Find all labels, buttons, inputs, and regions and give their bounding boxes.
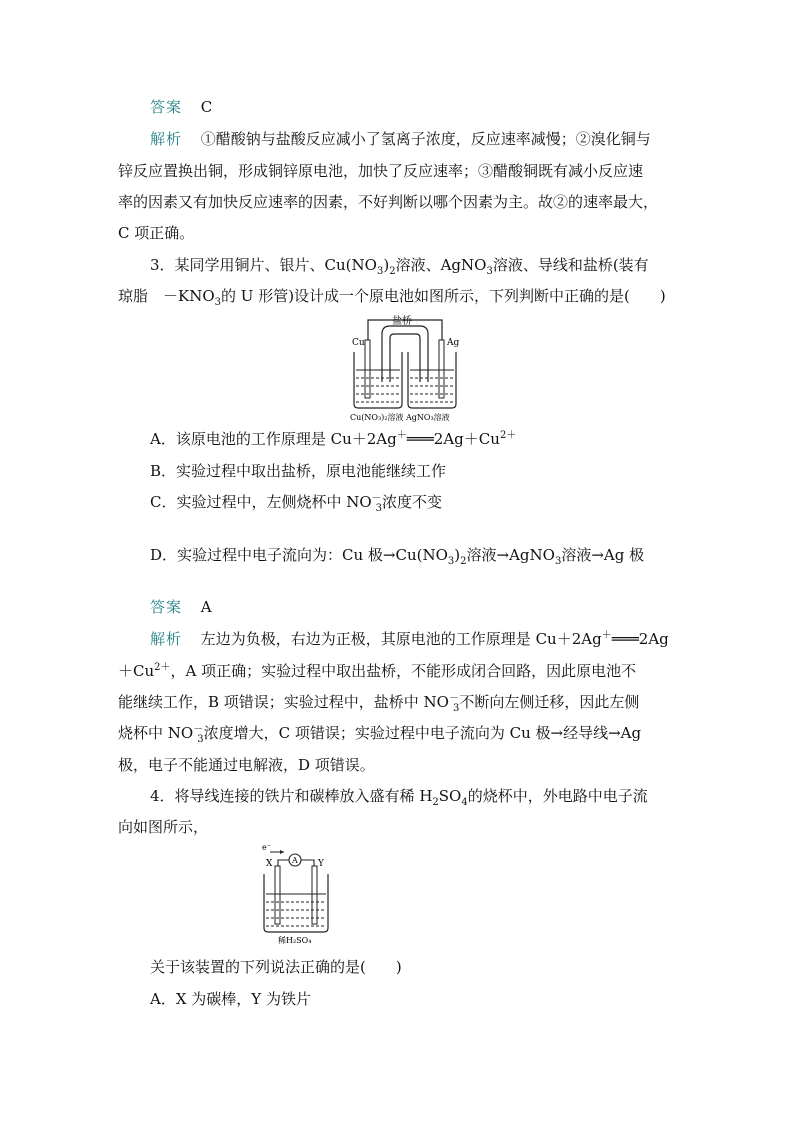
acid-label: 稀H₂SO₄ <box>278 936 312 945</box>
beaker <box>264 874 328 932</box>
q2-analysis-line-4: C 项正确。 <box>118 224 195 242</box>
ag-electrode <box>439 340 444 398</box>
galvanic-cell-diagram <box>348 312 458 424</box>
q3-analysis-line-4: 烧杯中 $NO^-_3$浓度增大，C 项错误；实验过程中电子流向为 Cu 极→经导线→Ag <box>118 724 642 745</box>
right-beaker <box>408 352 456 408</box>
q3-answer <box>150 597 710 617</box>
q3-analysis-line-5: 极，电子不能通过电解液，D 项错误。 <box>118 756 375 774</box>
electron-label: e⁻ <box>262 843 271 852</box>
q4-option-a: A．X 为碳棒，Y 为铁片 <box>150 990 311 1008</box>
y-label: Y <box>318 859 324 869</box>
ammeter-label: A <box>292 856 298 865</box>
q2-analysis-line-3: 率的因素又有加快反应速率的因素，不好判断以哪个因素为主。故②的速率最大， <box>118 193 659 211</box>
q4-question: 关于该装置的下列说法正确的是( ) <box>150 958 402 976</box>
q3-analysis-line-1: 解析 左边为负极，右边为正极，其原电池的工作原理是 Cu＋2Ag＋═══2Ag <box>150 630 669 648</box>
answer-label: 答案 <box>150 98 183 116</box>
q4-stem-line-1: 4．将导线连接的铁片和碳棒放入盛有稀 $H_2SO_4$的烧杯中，外电路中电子流 <box>150 787 648 808</box>
q3-stem-line-1: 3．某同学用铜片、银片、$Cu(NO_3)_2$溶液、AgNO$_3$溶液、导线和盐桥(装有 <box>150 256 649 277</box>
cu-label: Cu <box>352 338 365 348</box>
x-electrode <box>275 866 280 924</box>
answer-label: 答案 <box>150 598 183 616</box>
q3-option-d: D．实验过程中电子流向为：Cu 极$\to Cu(NO_3)_2$溶液→AgNO$_3$溶液→Ag 极 <box>150 546 645 567</box>
x-label: X <box>266 859 273 869</box>
q3-analysis-line-2: $+Cu^{2+}$，A 项正确；实验过程中取出盐桥，不能形成闭合回路，因此原电池不 <box>118 662 637 680</box>
analysis-label: 解析 <box>150 630 183 648</box>
electrolysis-cell-diagram <box>258 842 338 948</box>
q3-analysis-line-3: 能继续工作，B 项错误；实验过程中，盐桥中 $NO^-_3$不断向左侧迁移，因此左侧 <box>118 693 640 714</box>
q3-option-a: A．该原电池的工作原理是 $Cu+2Ag^+═══2Ag+Cu^{2+}$ <box>150 430 517 448</box>
q3-option-c: C．实验过程中，左侧烧杯中 $NO^-_3$浓度不变 <box>150 493 443 514</box>
right-solution-label: AgNO₃溶液 <box>406 413 450 422</box>
salt-bridge-label: 盐桥 <box>392 316 412 327</box>
left-beaker <box>354 352 402 408</box>
y-electrode <box>312 866 317 924</box>
q4-stem-line-2: 向如图所示， <box>118 818 209 836</box>
cu-electrode <box>365 340 370 398</box>
left-solution <box>356 370 400 402</box>
right-solution <box>410 370 454 402</box>
left-solution-label: Cu(NO₃)₂溶液 <box>350 413 404 422</box>
analysis-label: 解析 <box>150 130 183 148</box>
q2-analysis-line-2: 锌反应置换出铜，形成铜锌原电池，加快了反应速率；③醋酸铜既有减小反应速 <box>118 162 644 180</box>
answer-value: A <box>200 598 212 616</box>
q3-option-b: B．实验过程中取出盐桥，原电池能继续工作 <box>150 462 447 480</box>
q3-stem-line-2: 琼脂 $-KNO_3$的 U 形管)设计成一个原电池如图所示，下列判断中正确的是( ) <box>118 287 666 308</box>
ag-label: Ag <box>447 338 460 348</box>
q2-answer <box>150 97 710 117</box>
answer-value: C <box>200 98 213 116</box>
salt-bridge-inner <box>390 334 420 382</box>
q2-analysis-line-1: 解析 ①醋酸钠与盐酸反应减小了氢离子浓度，反应速率减慢；②溴化铜与 <box>150 130 651 148</box>
